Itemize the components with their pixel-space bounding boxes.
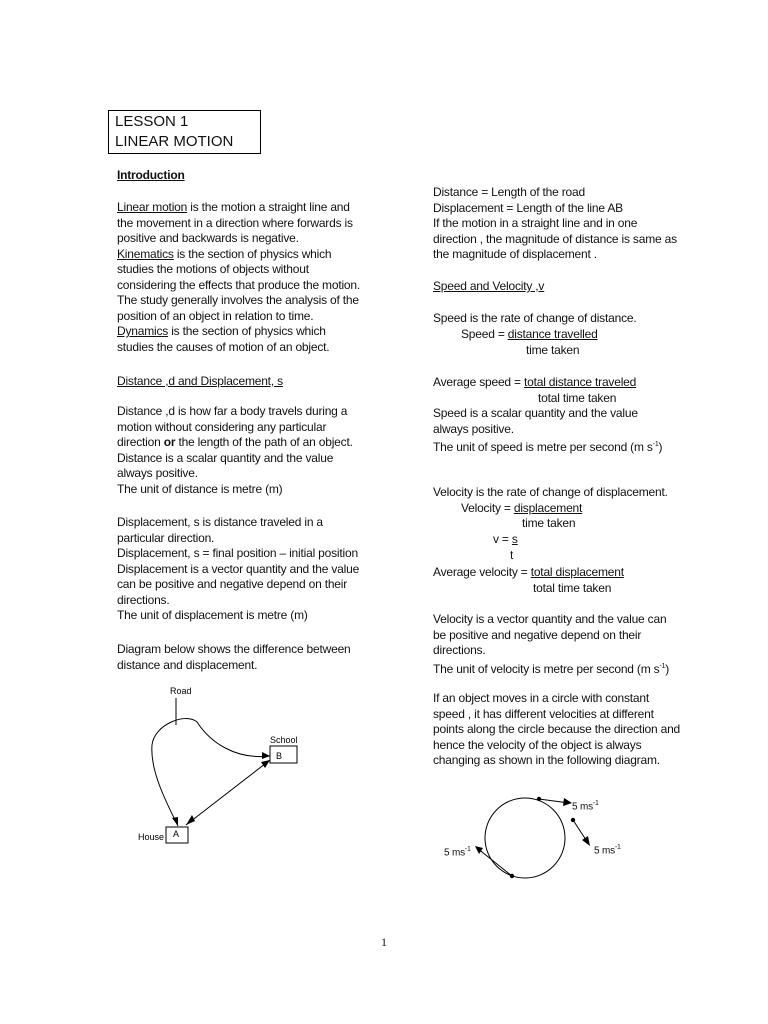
road-distance-line: Displacement = Length of the line AB <box>433 200 623 215</box>
point-a-label: A <box>173 829 180 839</box>
speed-definition: Speed is the rate of change of distance. <box>433 311 637 325</box>
speed-equation-denominator: time taken <box>526 343 580 357</box>
velocity-label-top: 5 $ms^{-1}$ <box>572 800 599 813</box>
displacement-line: Displacement, s is distance traveled in a <box>117 515 323 529</box>
intro-line: position of an object in relation to time. <box>117 308 314 323</box>
page-number: 1 <box>381 935 387 949</box>
displacement-line: Displacement is a vector quantity and the value <box>117 561 360 576</box>
distance-line: motion without considering any particular <box>117 419 327 434</box>
velocity-equation-denominator: time taken <box>522 516 576 530</box>
distance-heading: Distance ,d and Displacement, s <box>117 374 283 388</box>
circle-motion-line: speed , it has different velocities at different <box>433 706 654 721</box>
velocity-vector-line: be positive and negative depend on their <box>433 627 642 642</box>
road-distance-line: Distance = Length of the road <box>433 185 585 199</box>
velocity-equation: Velocity = displacement <box>461 500 583 515</box>
displacement-line: The unit of displacement is metre (m) <box>117 608 308 622</box>
average-speed-denominator: total time taken <box>538 390 617 405</box>
speed-velocity-heading: Speed and Velocity ,v <box>433 279 545 293</box>
distance-line: Distance is a scalar quantity and the value <box>117 450 334 465</box>
circle-motion-line: points along the circle because the direction and <box>433 722 681 736</box>
intro-line: The study generally involves the analysis of the <box>117 293 359 307</box>
velocity-label-left: 5 $ms^{-1}$ <box>444 846 471 859</box>
diagram-intro-line: distance and displacement. <box>117 657 258 672</box>
displacement-line: Displacement, s = final position – initial position <box>117 546 358 560</box>
house-label: House <box>138 832 165 842</box>
intro-line: Dynamics is the section of physics which <box>117 324 326 338</box>
diagram-intro-line: Diagram below shows the difference between <box>117 642 351 656</box>
v-equation-denominator: t <box>510 547 514 562</box>
distance-line: The unit of distance is metre (m) <box>117 481 283 496</box>
lesson-number: LESSON 1 <box>115 113 189 130</box>
velocity-unit-line: The unit of velocity is metre per second (m $s^{-1}$) <box>433 661 670 676</box>
road-distance-line: the magnitude of displacement . <box>433 247 597 261</box>
intro-heading: Introduction <box>117 168 185 182</box>
intro-line: Kinematics is the section of physics which <box>117 246 332 261</box>
school-label: School <box>270 735 298 745</box>
circle-motion-line: hence the velocity of the object is always <box>433 737 642 752</box>
average-velocity-equation: Average velocity = total displacement <box>433 565 624 579</box>
intro-line: the movement in a direction where forwards is <box>117 215 353 230</box>
distance-line: always positive. <box>117 466 198 480</box>
speed-unit-line: The unit of speed is metre per second (m $s^{-1}$) <box>433 440 663 454</box>
point-b-label: B <box>276 751 283 761</box>
road-label: Road <box>170 686 192 696</box>
average-speed-equation: Average speed = total distance traveled <box>433 375 637 389</box>
velocity-definition: Velocity is the rate of change of displacement. <box>433 485 668 499</box>
road-distance-line: If the motion in a straight line and in one <box>433 216 638 230</box>
intro-line: positive and backwards is negative. <box>117 231 299 245</box>
speed-equation: Speed = distance travelled <box>461 327 598 341</box>
distance-line: direction or the length of the path of an object. <box>117 435 353 449</box>
velocity-vector-line: directions. <box>433 643 486 657</box>
displacement-line: can be positive and negative depend on their <box>117 577 348 591</box>
velocity-label-right: 5 $ms^{-1}$ <box>594 844 621 857</box>
average-velocity-denominator: total time taken <box>533 580 612 595</box>
lesson-title: LINEAR MOTION <box>115 133 234 150</box>
circle-motion-line: changing as shown in the following diagram. <box>433 753 660 767</box>
distance-line: Distance ,d is how far a body travels during a <box>117 404 348 418</box>
intro-line: Linear motion is the motion a straight line and <box>117 200 350 214</box>
intro-line: studies the causes of motion of an object. <box>117 339 330 354</box>
speed-scalar-line: always positive. <box>433 421 514 436</box>
road-distance-line: direction , the magnitude of distance is same as <box>433 231 677 246</box>
intro-line: considering the effects that produce the motion. <box>117 277 361 292</box>
displacement-line: directions. <box>117 592 170 607</box>
circle-motion-line: If an object moves in a circle with constant <box>433 691 649 705</box>
v-equation: v = s <box>493 532 518 546</box>
intro-line: studies the motions of objects without <box>117 262 309 276</box>
displacement-line: particular direction. <box>117 530 215 545</box>
velocity-vector-line: Velocity is a vector quantity and the value can <box>433 612 667 626</box>
speed-scalar-line: Speed is a scalar quantity and the value <box>433 406 638 420</box>
